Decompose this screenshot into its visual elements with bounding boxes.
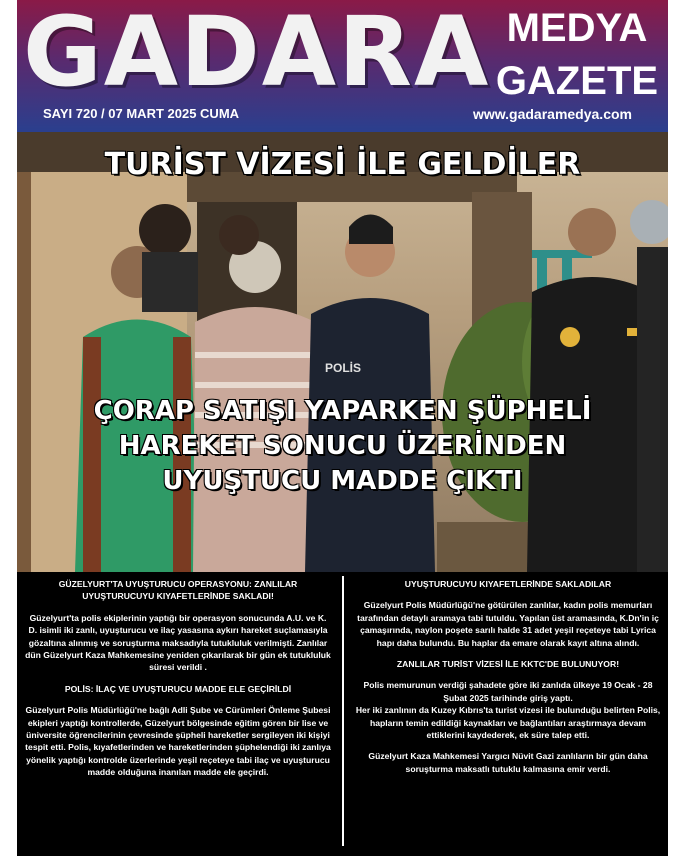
article-panel — [17, 572, 668, 856]
article-column-left — [25, 578, 331, 788]
vest-text: POLİS — [325, 361, 362, 375]
brand-logo: GADARA — [23, 0, 491, 108]
left-paragraph-1: Güzelyurt'ta polis ekiplerinin yaptığı bir operasyon sonucunda A.U. ve K. D. isimli iki zanlı, uyuşturucu ve ilaç yasasına aykırı hareket suçlamasıyla gözaltına alınmış ve soruşturma maksadıyla tutukluluk verilmişti. Zanlılar dün Güzelyurt Kaza Mahkemesine yeniden çıkarılarak bir gün ek tutukluluk süresi verildi . — [25, 612, 331, 673]
hero-photo — [17, 132, 668, 572]
masthead — [17, 0, 668, 132]
right-paragraph-2: Polis memurunun verdiği şahadete göre iki zanlıda ülkeye 19 Ocak - 28 Şubat 2025 tarihinde giriş yaptı. Her iki zanlının da Kuzey Kıbrıs'ta turist vizesi ile bulunduğu belirten Polis, hapların temin edildiği kaynakları ve bağlantıları araştırmaya devam ettiklerini kaydederek, ek süre talep etti. — [355, 680, 661, 741]
article-column-right — [355, 578, 661, 784]
right-paragraph-1: Güzelyurt Polis Müdürlüğü'ne götürülen zanlılar, kadın polis memurları tarafından detaylı aramaya tabi tutuldu. Yapılan üst aramasında, K.Dn'in iç çamaşırında, naylon poşete sarılı halde 31 adet yeşil reçeteye tabi Lyrica hapı daha bulundu. Bu haplar da emare olarak kayıt altına alındı. — [357, 600, 659, 648]
website-link[interactable]: www.gadaramedya.com — [473, 106, 632, 122]
left-subheading: POLİS: İLAÇ VE UYUŞTURUCU MADDE ELE GEÇİRİLDİ — [64, 683, 292, 694]
brand-medya: MEDYA — [506, 6, 648, 50]
right-heading: UYUŞTURUCUYU KIYAFETLERİNDE SAKLADILAR — [404, 579, 612, 589]
hero-photo-illustration — [17, 132, 668, 572]
left-paragraph-2: Güzelyurt Polis Müdürlüğü'ne bağlı Adli Şube ve Cürümleri Önleme Şubesi ekipleri yaptığı kontrollerde, Güzelyurt bölgesinde eğitim gören bir lise ve üniversite öğrencilerinin çevresinde şüpheli hareketler sergileyen iki kişiyi tespit etti. Polis, kıyafetlerinden ve hareketlerinden şüphelendiği iki zanlıya yönelik yaptığı kontrolde üzerlerinde yeşil reçeteye tabi ilaç ve uyuşturucu madde olduğuna inanılan madde ele geçirdi. — [25, 705, 331, 778]
main-headline: TURİST VİZESİ İLE GELDİLER — [104, 147, 581, 182]
column-divider — [342, 576, 344, 846]
brand-gazete: GAZETE — [495, 59, 659, 103]
right-paragraph-3: Güzelyurt Kaza Mahkemesi Yargıcı Nüvit Gazi zanlıların bir gün daha soruşturma maksatlı tutuklu kalmasına emir verdi. — [368, 751, 648, 774]
sub-headline: ÇORAP SATIŞI YAPARKEN ŞÜPHELİ HAREKET SONUCU ÜZERİNDEN UYUŞTUCU MADDE ÇIKTI — [93, 396, 592, 496]
issue-date: SAYI 720 / 07 MART 2025 CUMA — [43, 106, 240, 121]
right-subheading: ZANLILAR TURİST VİZESİ İLE KKTC'DE BULUNUYOR! — [396, 659, 620, 670]
left-heading: GÜZELYURT'TA UYUŞTURUCU OPERASYONU: ZANLILAR UYUŞTURUCUYU KIYAFETLERİNDE SAKLADI! — [58, 579, 298, 602]
